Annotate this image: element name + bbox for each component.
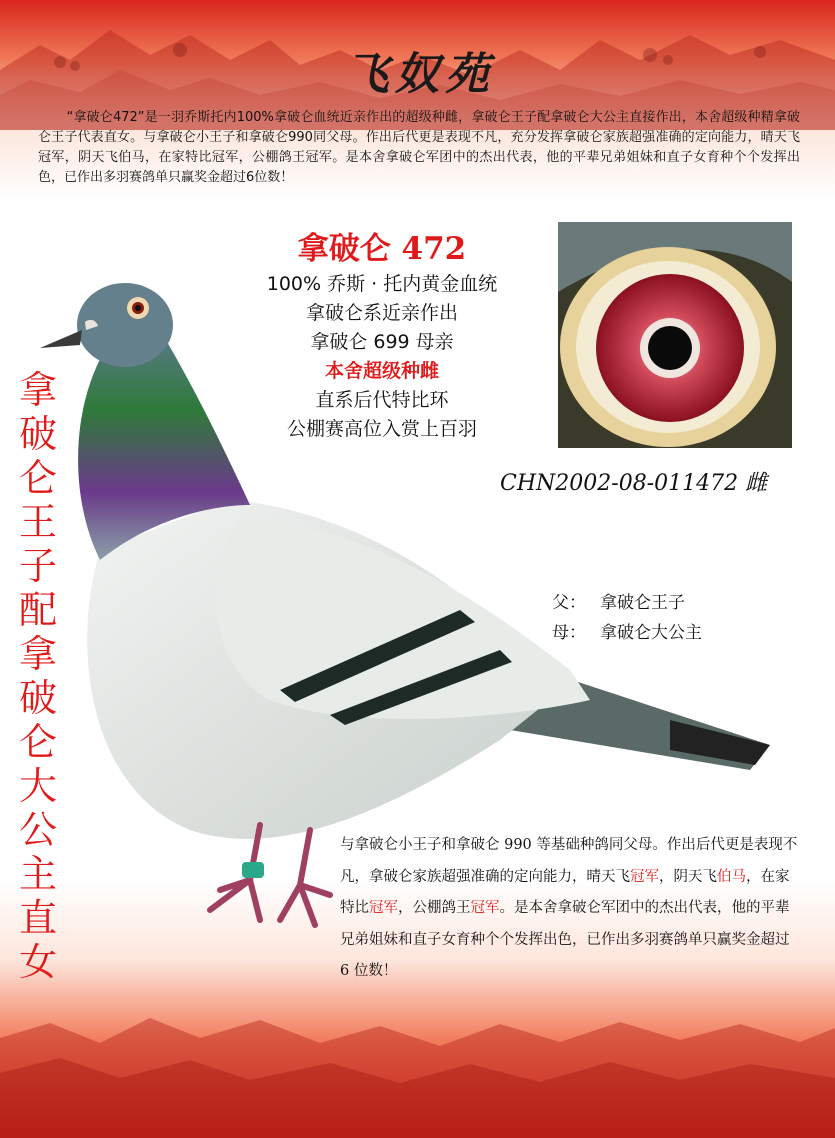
description-text: ，阴天飞: [659, 868, 717, 885]
vertical-char: 子: [18, 544, 57, 588]
vertical-char: 王: [18, 500, 57, 544]
vertical-char: 破: [18, 676, 57, 720]
headline-block: [222, 228, 542, 444]
vertical-char: 女: [18, 940, 57, 984]
description-paragraph: [340, 830, 800, 988]
headline-line: 直系后代特比环: [315, 389, 449, 411]
award-highlight: 冠军: [470, 900, 500, 916]
headline-line: 公棚赛高位入赏上百羽: [286, 418, 477, 440]
vertical-char: 仑: [18, 456, 57, 500]
vertical-char: 配: [18, 588, 57, 632]
award-highlight: 伯马: [717, 868, 746, 885]
vertical-char: 大: [18, 764, 57, 808]
mountain-landscape-bottom: [0, 998, 835, 1138]
headline-line: 拿破仑系近亲作出: [305, 302, 458, 324]
description-text: 与拿破仑小王子和拿破仑 990 等基础种鸽同父母。作出后代更是表现不凡，拿破仑家族超强准确的定向能力，: [340, 837, 798, 885]
headline-line: 100% 乔斯 · 托内黄金血统: [266, 273, 498, 295]
description-text: 。: [499, 900, 514, 916]
pigeon-eye-closeup: [558, 222, 792, 448]
award-highlight: 冠军: [369, 900, 398, 916]
pigeon-name: 拿破仑 472: [297, 231, 467, 267]
father-name: 拿破仑王子: [600, 593, 685, 613]
brand-title: 飞奴苑: [345, 49, 495, 100]
award-highlight: 冠军: [630, 868, 659, 885]
vertical-char: 拿: [18, 368, 57, 412]
vertical-char: 破: [18, 412, 57, 456]
headline-highlight: 本舍超级种雌: [324, 360, 439, 382]
parents-info: [552, 588, 702, 648]
headline-line: 拿破仑 699 母亲: [310, 331, 454, 353]
description-text: ，公棚鸽王: [398, 900, 471, 916]
vertical-char: 主: [18, 852, 57, 896]
vertical-char: 拿: [18, 632, 57, 676]
vertical-lineage-text: [10, 368, 66, 984]
intro-paragraph: “拿破仑472”是一羽乔斯托内100%拿破仑血统近亲作出的超级种雌，拿破仑王子配拿破仑大公主直接作出，本舍超级种精拿破仑王子代表直女。与拿破仑小王子和拿破仑990同父母。作出后代更是表现不凡，充分发挥拿破仑家族超强准确的定向能力，晴天飞冠军，阴天飞伯马，在家特比冠军，公棚鸽王冠军。是本舍拿破仑军团中的杰出代表，他的平辈兄弟姐妹和直子女育种个个发挥出色，已作出多羽赛鸽单只赢奖金超过6位数！: [38, 110, 800, 185]
father-label: 父：: [552, 593, 586, 613]
description-text: ，在家特比: [340, 868, 790, 916]
description-text: 是本舍拿破仑军团中的杰出代表，他的平辈兄弟姐妹和直子女育种个个发挥出色，已作出多羽赛鸽单只赢奖金超过 6 位数！: [340, 900, 790, 979]
mother-name: 拿破仑大公主: [600, 623, 702, 643]
vertical-char: 直: [18, 896, 57, 940]
description-text: 晴天飞: [586, 868, 630, 885]
mother-label: 母：: [552, 623, 586, 643]
ring-code: CHN2002-08-011472 雌: [500, 471, 768, 496]
vertical-char: 公: [18, 808, 57, 852]
vertical-char: 仑: [18, 720, 57, 764]
